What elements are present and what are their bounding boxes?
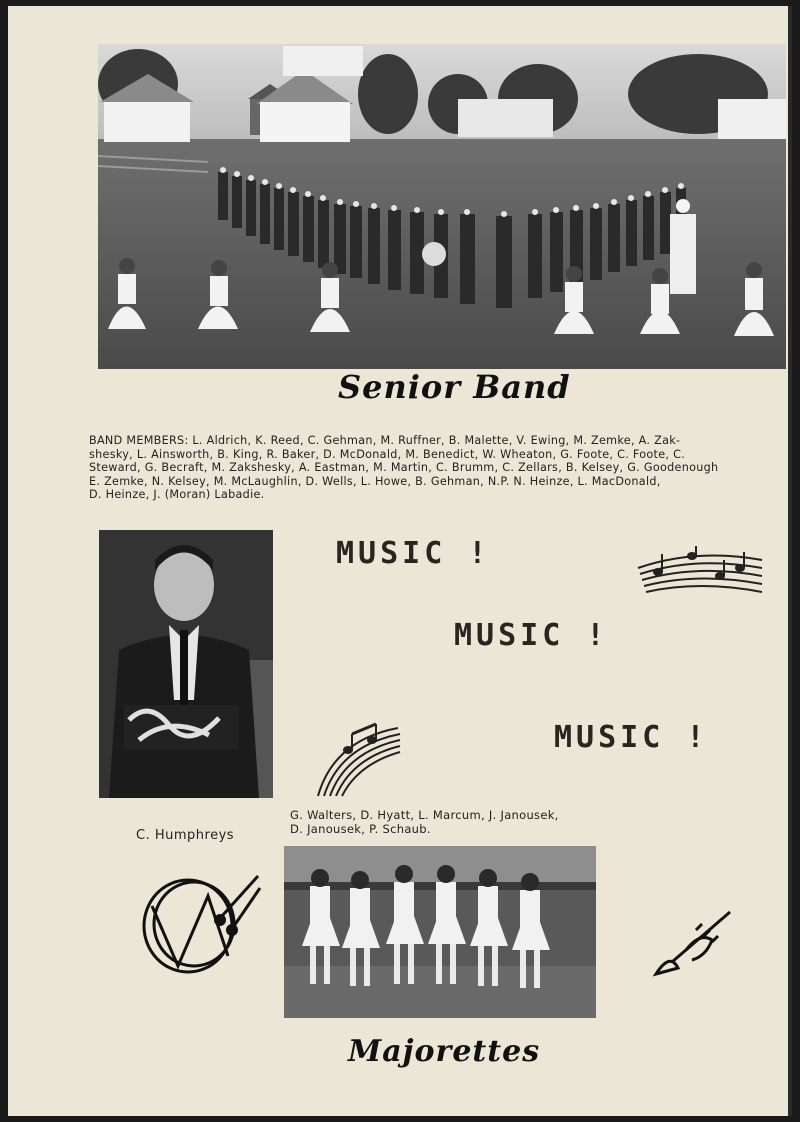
- director-photo: [99, 530, 273, 798]
- drum-icon-graphic: [138, 866, 266, 984]
- music-notes-icon: [636, 546, 766, 598]
- band-members-list: [89, 434, 794, 502]
- drum-icon: [138, 866, 266, 984]
- music-notes-icon-graphic: [314, 720, 402, 798]
- majorettes-title: Majorettes: [348, 1034, 541, 1069]
- music-word-3: MUSIC !: [554, 720, 709, 755]
- music-notes-icon: [314, 720, 402, 798]
- band-members-line: Steward, G. Becraft, M. Zakshesky, A. Eastman, M. Martin, C. Brumm, C. Zellars, B. Kelsey, G. Goodenough: [89, 461, 719, 474]
- trumpet-icon-graphic: [650, 902, 740, 982]
- director-name: C. Humphreys: [136, 828, 235, 843]
- senior-band-photo-image: [98, 44, 786, 369]
- yearbook-page: [8, 6, 792, 1116]
- band-members-line: E. Zemke, N. Kelsey, M. McLaughlin, D. Wells, L. Howe, B. Gehman, N.P. N. Heinze, L. MacDonald,: [89, 474, 661, 488]
- band-members-line: BAND MEMBERS: L. Aldrich, K. Reed, C. Gehman, M. Ruffner, B. Malette, V. Ewing, M. Zemke, A. Zak-: [89, 434, 681, 447]
- senior-band-photo: [98, 44, 786, 369]
- music-word-2: MUSIC !: [454, 618, 609, 653]
- music-word-1: MUSIC !: [336, 536, 491, 571]
- senior-band-title: Senior Band: [338, 368, 571, 406]
- band-members-line: D. Heinze, J. (Moran) Labadie.: [89, 488, 265, 501]
- director-photo-image: [99, 530, 273, 798]
- music-notes-icon-graphic: [636, 546, 766, 598]
- band-members-line: shesky, L. Ainsworth, B. King, R. Baker, D. McDonald, M. Benedict, W. Wheaton, G. Foote, C. Foote, C.: [89, 447, 686, 461]
- majorettes-names-line: G. Walters, D. Hyatt, L. Marcum, J. Janousek,: [290, 808, 559, 822]
- majorettes-names: [290, 808, 610, 836]
- majorettes-names-line: D. Janousek, P. Schaub.: [290, 822, 431, 836]
- majorettes-photo-image: [284, 846, 596, 1018]
- trumpet-icon: [650, 902, 740, 982]
- majorettes-photo: [284, 846, 596, 1018]
